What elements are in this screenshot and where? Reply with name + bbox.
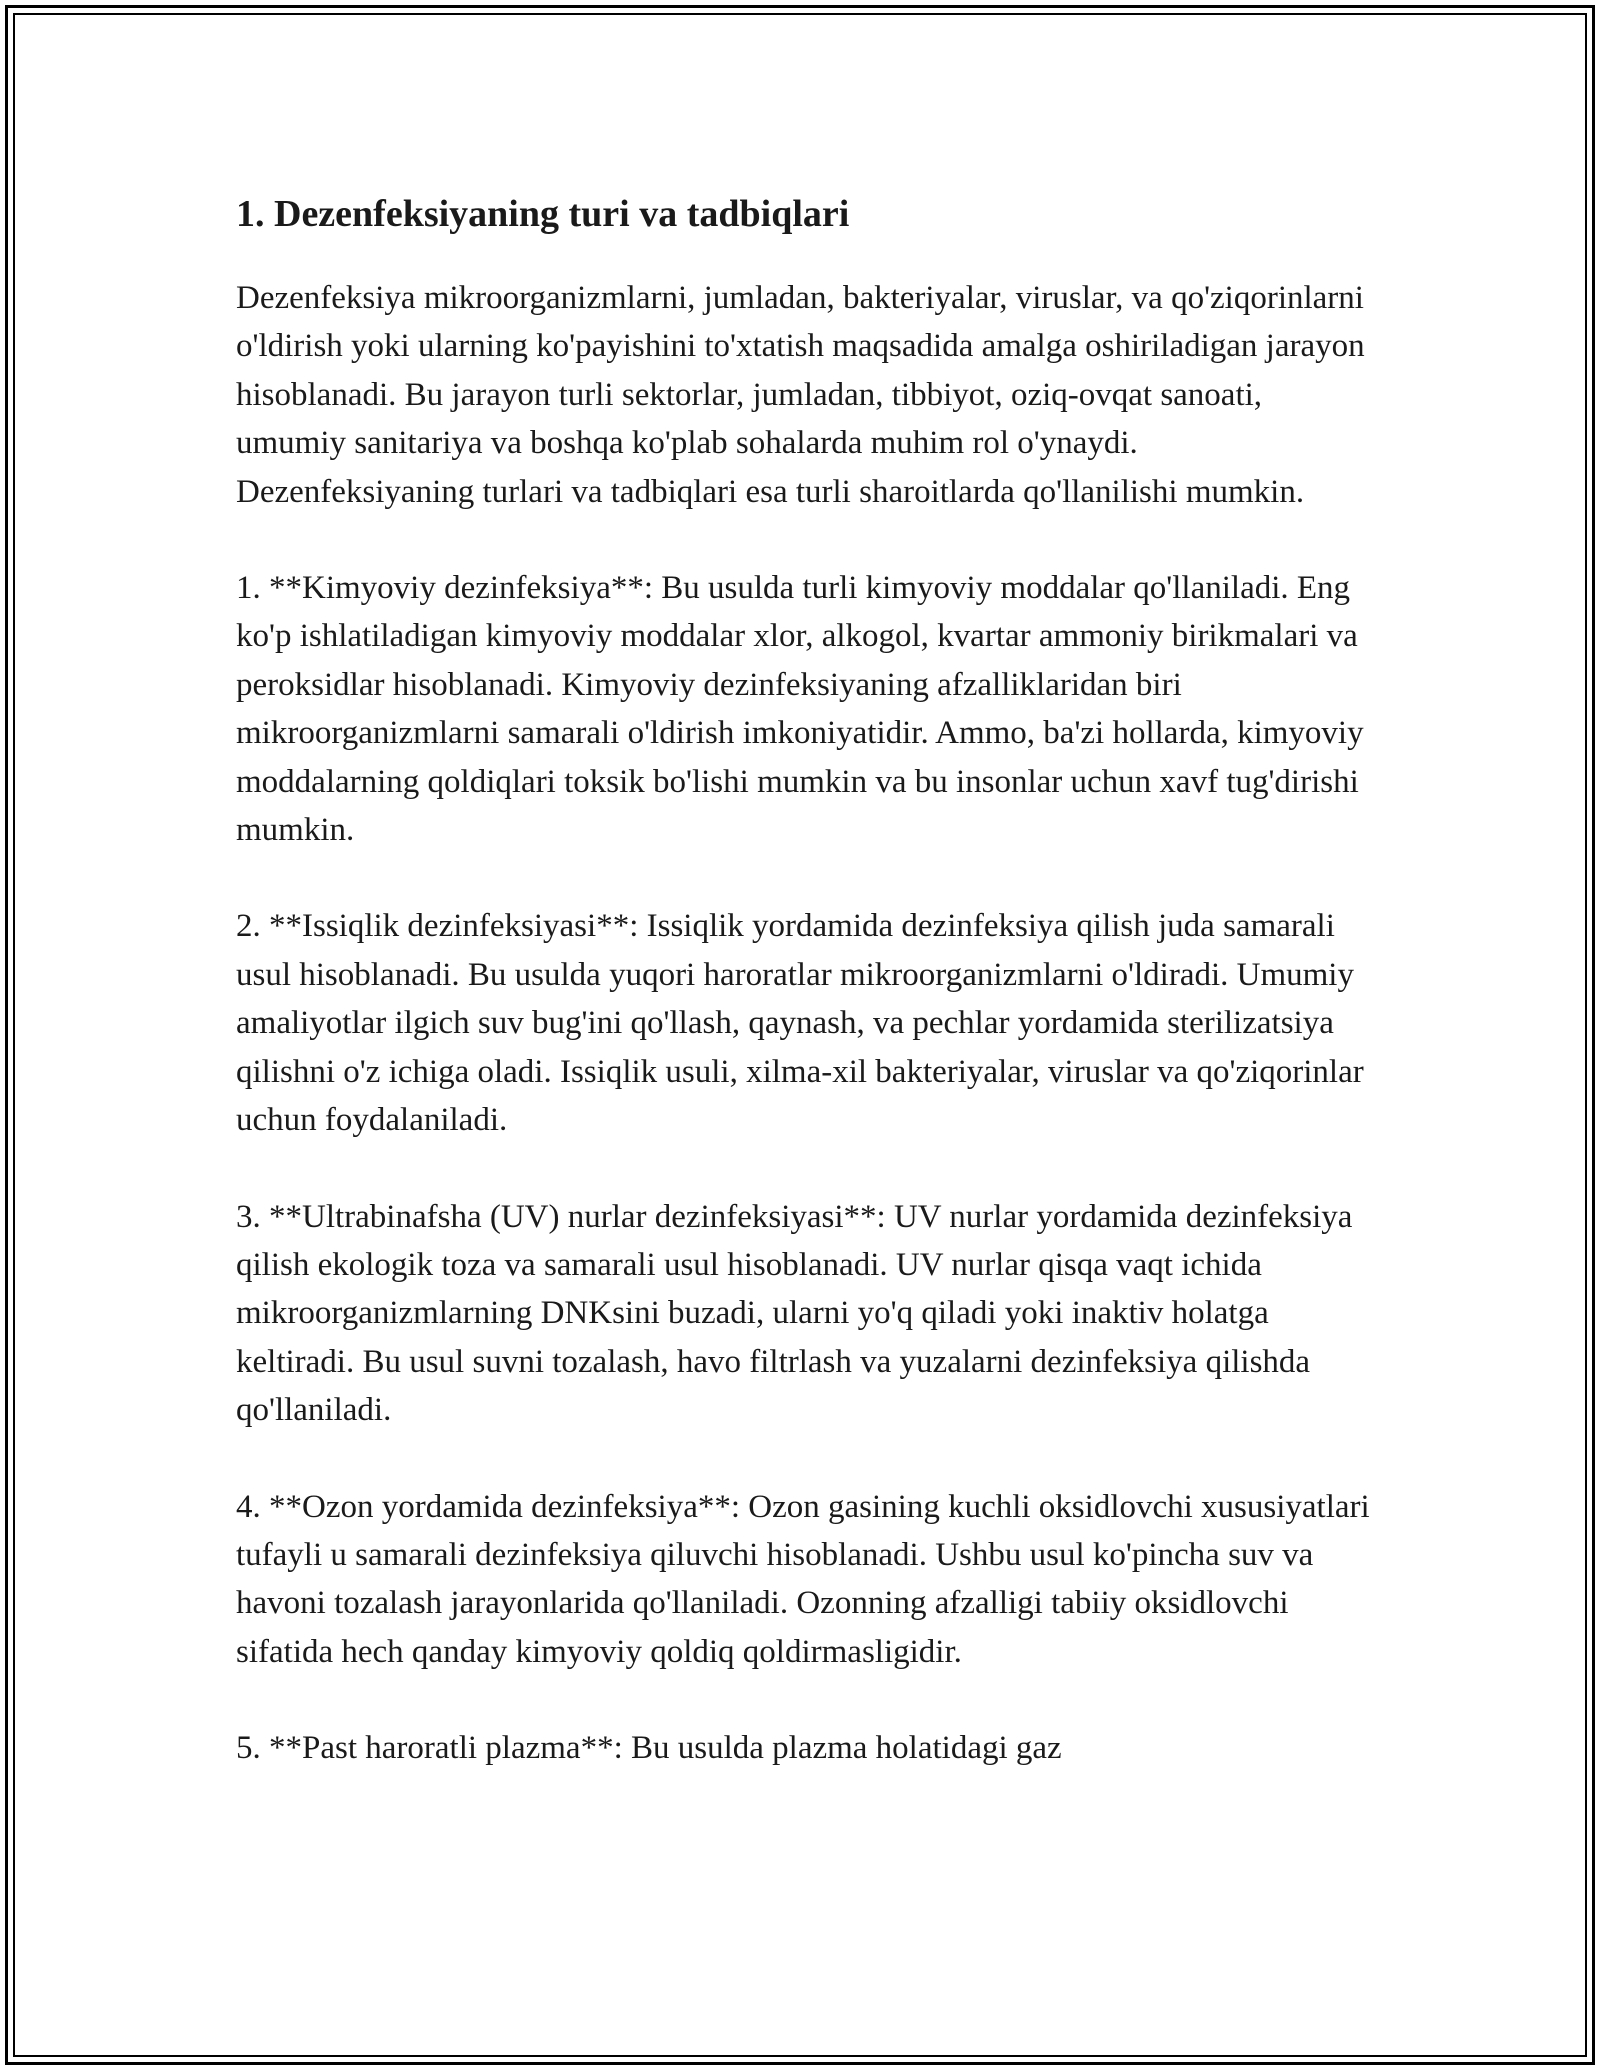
paragraph-heat-disinfection: 2. **Issiqlik dezinfeksiyasi**: Issiqlik yordamida dezinfeksiya qilish juda samarali usul hisoblanadi. Bu usulda yuqori haroratlar mikroorganizmlarni o'ldiradi. Umumiy amaliyotlar ilgich suv bug'ini qo'llash, qaynash, va pechlar yordamida sterilizatsiya qilishni o'z ichiga oladi. Issiqlik usuli, xilma-xil bakteriyalar, viruslar va qo'ziqorinlar uchun foydalaniladi. <box>236 908 1364 1139</box>
document-body <box>236 188 1376 1821</box>
paragraph-chemical-disinfection: 1. **Kimyoviy dezinfeksiya**: Bu usulda turli kimyoviy moddalar qo'llaniladi. Eng ko'p ishlatiladigan kimyoviy moddalar xlor, alkogol, kvartar ammoniy birikmalari va peroksidlar hisoblanadi. Kimyoviy dezinfeksiyaning afzalliklaridan biri mikroorganizmlarni samarali o'ldirish imkoniyatidir. Ammo, ba'zi hollarda, kimyoviy moddalarning qoldiqlari toksik bo'lishi mumkin va bu insonlar uchun xavf tug'dirishi mumkin. <box>236 570 1364 849</box>
paragraph-ozone-disinfection: 4. **Ozon yordamida dezinfeksiya**: Ozon gasining kuchli oksidlovchi xususiyatlari tufayli u samarali dezinfeksiya qiluvchi hisoblanadi. Ushbu usul ko'pincha suv va havoni tozalash jarayonlarida qo'llaniladi. Ozonning afzalligi tabiiy oksidlovchi sifatida hech qanday kimyoviy qoldiq qoldirmasligidir. <box>236 1488 1370 1670</box>
paragraph-low-temperature-plasma: 5. **Past haroratli plazma**: Bu usulda plazma holatidagi gaz <box>236 1730 1062 1767</box>
paragraph-uv-disinfection: 3. **Ultrabinafsha (UV) nurlar dezinfeksiyasi**: UV nurlar yordamida dezinfeksiya qilish ekologik toza va samarali usul hisoblanadi. UV nurlar qisqa vaqt ichida mikroorganizmlarning DNKsini buzadi, ularni yo'q qiladi yoki inaktiv holatga keltiradi. Bu usul suvni tozalash, havo filtrlash va yuzalarni dezinfeksiya qilishda qo'llaniladi. <box>236 1198 1353 1429</box>
document-title: 1. Dezenfeksiyaning turi va tadbiqlari <box>236 193 850 235</box>
intro-paragraph: Dezenfeksiya mikroorganizmlarni, jumladan, bakteriyalar, viruslar, va qo'ziqorinlarni o'ldirish yoki ularning ko'payishini to'xtatish maqsadida amalga oshiriladigan jarayon hisoblanadi. Bu jarayon turli sektorlar, jumladan, tibbiyot, oziq-ovqat sanoati, umumiy sanitariya va boshqa ko'plab sohalarda muhim rol o'ynaydi. Dezenfeksiyaning turlari va tadbiqlari esa turli sharoitlarda qo'llanilishi mumkin. <box>236 280 1365 510</box>
